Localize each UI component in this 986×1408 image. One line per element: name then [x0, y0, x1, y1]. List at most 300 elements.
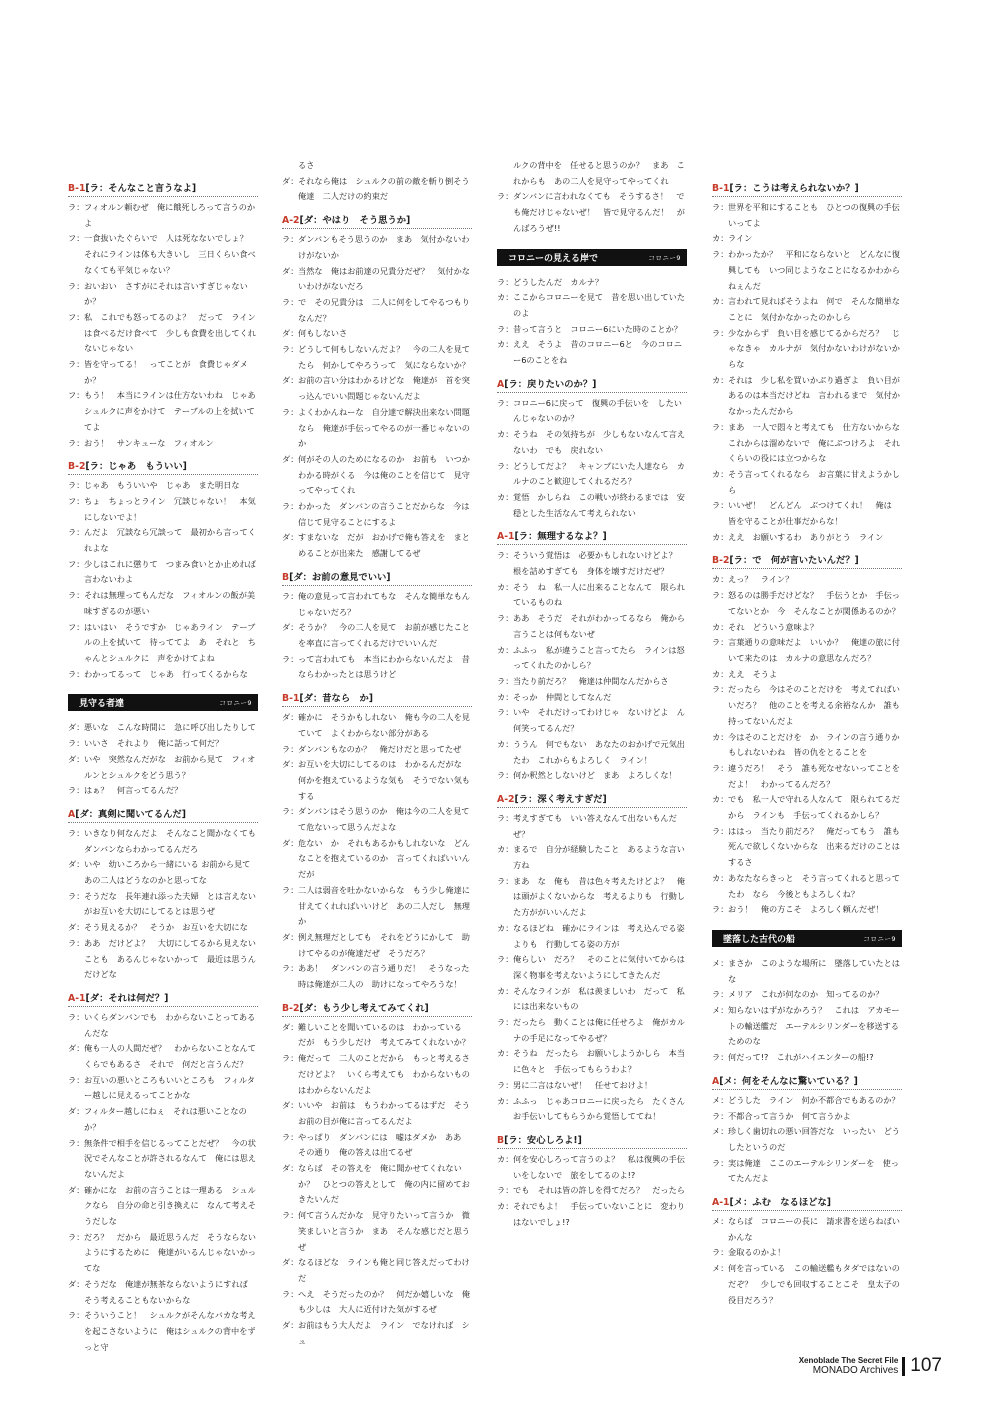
dialogue-line	[282, 1255, 472, 1286]
section-heading	[712, 180, 902, 197]
dialogue-line	[282, 264, 472, 295]
dialogue-text: ダンバンもなのか？ 俺だけだと思ってたぜ	[298, 743, 462, 754]
dialogue-line	[497, 842, 687, 873]
dialogue-text: わかった ダンバンの言うことだからな 今は信じて見守ることにするよ	[298, 501, 470, 527]
dialogue-line	[68, 436, 258, 452]
speaker-tag: メ：	[712, 1094, 729, 1105]
speaker-tag: ラ：	[282, 1131, 299, 1142]
speaker-tag: カ：	[497, 429, 514, 440]
scene-location: コロニー9	[219, 699, 252, 708]
dialogue-text: えっ？ ライン？	[728, 574, 794, 585]
dialogue-text: やっぱり ダンバンには 嘘はダメか ああ その通り 俺の答えは出てるぜ	[298, 1131, 470, 1158]
section-heading	[282, 1000, 472, 1017]
dialogue-text: じゃあ もういいや じゃあ また明日な	[84, 480, 240, 491]
dialogue-text: ははっ 当たり前だろ？ 俺だってもう 誰も死んで欲しくないからな 出来るだけのことはするさ	[728, 825, 900, 868]
dialogue-line	[497, 1152, 687, 1183]
dialogue-text: お前の言い分はわかるけどな 俺達が 首を突っ込んでいい問題じゃないんだよ	[298, 375, 470, 402]
dialogue-text: へえ そうだったのか？ 何だか嬉しいな 俺も少しは 大人に近付けた気がするぜ	[298, 1288, 470, 1315]
dialogue-line	[68, 783, 258, 799]
dialogue-line	[282, 1208, 472, 1255]
section-heading	[68, 806, 258, 823]
speaker-tag: ラ：	[68, 1310, 85, 1321]
speaker-tag: カ：	[712, 468, 729, 479]
dialogue-text: 一食抜いたぐらいで 人は死なないでしょ？ それにラインは体も大きいし 三日くらい食べなくても平気じゃない？	[84, 233, 256, 275]
speaker-tag: ラ：	[497, 770, 514, 781]
dialogue-text: って言われても 本当にわからないんだよ 昔ならわかったとは思うけど	[298, 653, 470, 680]
speaker-tag: ダ：	[68, 922, 85, 933]
speaker-tag: カ：	[712, 574, 729, 585]
dialogue-text: そう見えるか？ そうか お互いを大切にな	[84, 922, 248, 933]
section-heading	[68, 990, 258, 1007]
speaker-tag: メ：	[712, 1263, 729, 1274]
speaker-tag: ラ：	[68, 1074, 85, 1085]
dialogue-text: いいぜ！ どんどん ぶつけてくれ！ 俺は 皆を守ることが仕事だからな！	[728, 500, 900, 527]
section-code: B	[282, 571, 290, 583]
section-heading	[712, 1073, 902, 1090]
speaker-tag: ラ：	[282, 406, 299, 417]
dialogue-text: 少なからず 負い目を感じてるからだろ？ じゃなきゃ カルナが 気付かないわけがないからな	[728, 327, 900, 370]
speaker-tag: ラ：	[712, 1247, 729, 1258]
speaker-tag: ラ：	[282, 501, 299, 512]
dialogue-text: そう言ってくれるなら お言葉に甘えようかしら	[728, 468, 900, 495]
dialogue-text: お互いを大切にしてるのは わかるんだがな 何かを抱えているような気も そうでない気もする	[298, 759, 470, 801]
dialogue-text: まあ 一人で悶々と考えても 仕方ないからなこれからは溜めないで 俺にぶつけろよ それくらいの役には立つからな	[728, 421, 900, 464]
dialogue-line	[497, 1199, 687, 1230]
dialogue-text: お前はもう大人だよ ライン でなければ シュ	[298, 1320, 470, 1346]
dialogue-line	[497, 322, 687, 338]
dialogue-text: 確かに そうかもしれない 俺も今の二人を見ていて よくわからない部分がある	[298, 712, 470, 738]
speaker-tag: ラ：	[497, 613, 514, 624]
dialogue-line	[68, 1010, 258, 1041]
dialogue-text: 知らないはずがなかろう？ これは アカモートの輸送艦だ エーテルシリンダーを移送するためのな	[728, 1005, 900, 1047]
dialogue-line	[497, 921, 687, 952]
speaker-tag: ダ：	[68, 859, 85, 870]
section-code: A-1	[712, 1197, 730, 1209]
dialogue-line	[282, 620, 472, 651]
speaker-tag: ラ：	[282, 590, 299, 601]
section-heading	[497, 376, 687, 393]
speaker-tag: カ：	[712, 374, 729, 385]
dialogue-line	[712, 200, 902, 231]
scene-header	[712, 930, 902, 947]
speaker-tag: ラ：	[282, 296, 299, 307]
speaker-tag: ダ：	[282, 453, 299, 464]
dialogue-line	[497, 674, 687, 690]
section-choice: [ダ：もう少し考えてみてくれ]	[299, 1002, 429, 1014]
dialogue-line	[282, 1318, 472, 1349]
section-choice: [ラ：こうは考えられないか？]	[729, 183, 859, 194]
dialogue-line	[282, 1098, 472, 1129]
dialogue-text: 俺だって 二人のことだから もっと考えるさだけどよ？ いくら考えても わからないものはわからないんだよ	[298, 1053, 470, 1095]
speaker-tag: ラ：	[712, 762, 729, 773]
dialogue-line	[712, 326, 902, 373]
dialogue-line	[68, 478, 258, 494]
dialogue-line	[712, 588, 902, 619]
speaker-tag: ラ：	[68, 202, 85, 212]
dialogue-text: そうだな 長年連れ添った夫婦 とは言えないがお互いを大切にしてるとは思うぜ	[84, 890, 256, 917]
dialogue-line	[712, 620, 902, 636]
dialogue-line	[68, 200, 258, 231]
dialogue-line	[282, 652, 472, 683]
speaker-tag: ラ：	[68, 1011, 85, 1022]
dialogue-text: フィルター越しにねぇ それは悪いことなのか？	[84, 1106, 247, 1132]
dialogue-line	[282, 1161, 472, 1208]
speaker-tag: ラ：	[497, 812, 514, 823]
dialogue-line	[497, 690, 687, 706]
dialogue-text: 私 これでも怒ってるのよ？ だって ラインは食べるだけ食べて 少しも食費を出してくれないじゃない	[84, 311, 256, 354]
dialogue-text: まるで 自分が経験したこと あるような言い方ね	[513, 844, 685, 871]
speaker-tag: カ：	[712, 296, 729, 307]
dialogue-text: それは無理ってもんだな フィオルンの飯が美味すぎるのが悪い	[84, 590, 256, 616]
speaker-tag: カ：	[712, 621, 729, 632]
dialogue-text: ダンバンもそう思うのか まあ 気付かないわけがないか	[298, 234, 470, 260]
dialogue-line	[68, 231, 258, 278]
speaker-tag: ラ：	[68, 1231, 85, 1242]
dialogue-line	[497, 1094, 687, 1125]
speaker-tag: ラ：	[282, 344, 299, 355]
dialogue-text: それ どういう意味よ？	[728, 621, 819, 632]
speaker-tag: ラ：	[712, 637, 729, 648]
speaker-tag: ダ：	[282, 759, 299, 770]
column-1	[68, 173, 258, 1355]
dialogue-text: んだよ 冗談なら冗談って 最初から言ってくれよな	[84, 527, 256, 554]
speaker-tag: ラ：	[68, 785, 85, 796]
dialogue-line	[712, 1261, 902, 1308]
speaker-tag: ラ：	[282, 1210, 299, 1221]
speaker-tag: ラ：	[497, 707, 514, 718]
speaker-tag: ラ：	[712, 249, 729, 260]
dialogue-line	[68, 525, 258, 556]
section-choice: [ラ：深く考えすぎだ]	[514, 793, 607, 805]
dialogue-line	[68, 1183, 258, 1230]
speaker-tag: ラ：	[68, 359, 85, 370]
section-choice: [ダ：それは何だ？]	[85, 992, 169, 1004]
speaker-tag: カ：	[712, 731, 729, 742]
dialogue-line	[497, 580, 687, 611]
dialogue-text: はぁ？ 何言ってるんだ？	[84, 785, 183, 796]
dialogue-line	[497, 874, 687, 921]
section-code: A-2	[497, 793, 515, 805]
speaker-tag: ラ：	[497, 1185, 514, 1196]
section-code: A	[712, 1075, 720, 1087]
speaker-tag: ラ：	[68, 527, 85, 538]
dialogue-line	[282, 757, 472, 804]
dialogue-line	[712, 1050, 902, 1066]
dialogue-text: お互いの悪いところもいいところも フィルター越しに見えるってことかな	[84, 1074, 255, 1101]
dialogue-line	[712, 294, 902, 325]
speaker-tag: カ：	[497, 1201, 514, 1212]
dialogue-text: 悪いな こんな時間に 急に呼び出したりして	[84, 722, 256, 733]
speaker-tag: ラ：	[712, 1110, 729, 1121]
speaker-tag: ダ：	[282, 1257, 299, 1268]
dialogue-line	[712, 635, 902, 666]
dialogue-text: いや 突然なんだがな お前から見て フィオルンとシュルクをどう思う？	[84, 753, 256, 780]
section-heading	[712, 552, 902, 569]
dialogue-line	[712, 682, 902, 729]
dialogue-line	[68, 1308, 258, 1355]
speaker-tag: カ：	[497, 922, 514, 933]
speaker-tag: ラ：	[282, 234, 299, 245]
dialogue-line	[68, 1136, 258, 1183]
dialogue-text: だったら 今はそのことだけを 考えてればいいだろ？ 他のことを考える余裕なんか 誰も持ってないんだよ	[728, 684, 900, 726]
dialogue-line	[282, 405, 472, 452]
dialogue-line	[712, 420, 902, 467]
dialogue-text: でも 私一人で守れる人なんて 限られてるだから ラインも 手伝ってくれるかしら？	[728, 794, 900, 821]
speaker-tag: ダ：	[68, 722, 85, 733]
dialogue-line	[68, 588, 258, 619]
dialogue-line	[68, 736, 258, 752]
speaker-tag: ダ：	[282, 328, 299, 339]
speaker-tag: ラ：	[282, 1053, 299, 1064]
speaker-tag: ラ：	[68, 1137, 85, 1148]
speaker-tag: カ：	[497, 738, 514, 749]
dialogue-continuation: ルクの背中を 任せると思うのか？ まあ これからも あの二人を見守ってやってくれ	[513, 160, 685, 186]
speaker-tag: ラ：	[497, 191, 514, 202]
dialogue-text: ふふっ 私が違うこと言ってたら ラインは怒ってくれたのかしら？	[513, 644, 685, 671]
dialogue-line	[282, 1051, 472, 1098]
dialogue-line	[68, 620, 258, 667]
speaker-tag: ラ：	[68, 590, 85, 601]
speaker-tag: ラ：	[712, 500, 729, 511]
dialogue-text: ああ だけどよ？ 大切にしてるから見えないことも あるんじゃないかって 最近は思うんだけどな	[84, 937, 256, 980]
dialogue-line	[497, 427, 687, 458]
dialogue-text: そっか 仲間としてなんだ	[513, 691, 612, 702]
dialogue-text: で その兄貴分は 二人に何をしてやるつもりなんだ？	[298, 296, 470, 323]
dialogue-text: そういう覚悟は 必要かもしれないけどよ？ 根を詰めすぎても 身体を壊すだけだぜ？	[513, 550, 685, 577]
dialogue-line	[282, 742, 472, 758]
speaker-tag: ラ：	[282, 743, 299, 754]
section-code: B-1	[712, 183, 730, 194]
speaker-tag: ラ：	[712, 1052, 729, 1063]
speaker-tag: ラ：	[497, 1017, 514, 1028]
dialogue-text: だったら 動くことは俺に任せろよ 俺がカルナの手足になってやるぜ？	[513, 1017, 685, 1043]
dialogue-text: ここからコロニーを見て 昔を思い出していたのよ	[513, 292, 685, 318]
dialogue-line	[712, 871, 902, 902]
dialogue-line	[497, 337, 687, 368]
page-footer	[799, 1355, 942, 1377]
speaker-tag: メ：	[712, 1126, 729, 1137]
dialogue-text: 確かにな お前の言うことは一理ある シュルクなら 自分の命と引き換えに なんて考えそうだしな	[84, 1184, 256, 1227]
dialogue-text: はいはい そうですか じゃあライン テーブルの上を拭いて 待っててよ あ それと ちゃんとシュルクに 声をかけてよね	[84, 621, 256, 663]
dialogue-line	[712, 1109, 902, 1125]
section-choice: [ダ：やはり そう思うか]	[299, 215, 411, 227]
dialogue-line	[282, 930, 472, 961]
dialogue-line	[68, 826, 258, 857]
section-choice: [メ：何をそんなに驚いている？]	[719, 1075, 858, 1087]
dialogue-text: いきなり何なんだよ そんなこと聞かなくてもダンバンならわかってるんだろ	[84, 827, 256, 854]
dialogue-text: 何を言っている この輸送艦もタダではないのだぞ？ 少しでも回収することこそ 皇太子の役目だろう？	[728, 1263, 900, 1305]
speaker-tag: ダ：	[282, 1100, 299, 1111]
dialogue-line	[68, 1104, 258, 1135]
dialogue-line	[68, 667, 258, 683]
speaker-tag: ラ：	[68, 890, 85, 901]
dialogue-line	[282, 883, 472, 930]
book-subtitle: MONADO Archives	[812, 1365, 899, 1376]
section-code: B	[497, 1134, 505, 1146]
dialogue-text: フィオルン頼むぜ 俺に餓死しろって言うのかよ	[84, 202, 256, 228]
dialogue-line	[282, 295, 472, 326]
section-heading	[282, 212, 472, 229]
dialogue-line	[282, 1287, 472, 1318]
dialogue-text: 金取るのかよ！	[728, 1247, 786, 1258]
speaker-tag: メ：	[712, 1005, 729, 1016]
speaker-tag: ラ：	[497, 675, 514, 686]
dialogue-line	[68, 279, 258, 310]
dialogue-line	[712, 572, 902, 588]
dialogue-line	[282, 326, 472, 342]
dialogue-line	[712, 247, 902, 294]
dialogue-line	[282, 589, 472, 620]
speaker-tag: カ：	[712, 233, 729, 244]
section-choice: [ラ：じゃあ もういい]	[85, 461, 187, 473]
scene-title: 墜落した古代の船	[723, 934, 796, 945]
dialogue-text: わかってるって じゃあ 行ってくるからな	[84, 668, 248, 679]
dialogue-text: 世界を平和にすることも ひとつの復興の手伝いってよ	[728, 202, 900, 228]
speaker-tag: フ：	[68, 311, 85, 322]
speaker-tag: ラ：	[282, 884, 299, 895]
dialogue-text: ちょ ちょっとライン 冗談じゃない！ 本気にしないでよ！	[84, 495, 256, 522]
speaker-tag: ダ：	[282, 1163, 299, 1174]
dialogue-line	[282, 499, 472, 530]
dialogue-text: コロニー6に戻って 復興の手伝いを したいんじゃないのか？	[513, 397, 682, 424]
dialogue-text: 当たり前だろ？ 俺達は仲間なんだからさ	[513, 675, 669, 686]
speaker-tag: ラ：	[712, 590, 729, 601]
dialogue-text: 何か釈然としないけど まあ よろしくな！	[513, 770, 677, 781]
speaker-tag: ラ：	[68, 937, 85, 948]
dialogue-text: 昔って言うと コロニー6にいた時のことか？	[513, 323, 682, 334]
dialogue-line	[712, 902, 902, 918]
speaker-tag: カ：	[497, 1153, 514, 1164]
dialogue-line	[712, 1156, 902, 1187]
dialogue-line	[497, 1078, 687, 1094]
dialogue-line	[497, 705, 694, 736]
speaker-tag: ラ：	[497, 397, 514, 408]
dialogue-line	[712, 1093, 902, 1109]
section-code: A	[497, 378, 505, 390]
dialogue-text: 何だって!? これがハイエンターの船!?	[728, 1052, 874, 1063]
dialogue-text: よくわかんねーな 自分達で解決出来ない問題なら 俺達が手伝ってやるのが一番じゃないのか	[298, 406, 470, 449]
dialogue-text: ああ！ ダンバンの言う通りだ！ そうなった時は俺達が二人の 助けになってやろうな！	[298, 963, 470, 990]
speaker-tag: ラ：	[68, 280, 85, 291]
dialogue-text: 言葉通りの意味だよ いいか？ 俺達の旅に付いて来たのは カルナの意思なんだろ？	[728, 637, 900, 663]
column-4	[712, 173, 902, 1308]
scene-title: コロニーの見える岸で	[508, 253, 599, 264]
section-choice: [ダ：昔なら か]	[299, 693, 373, 705]
speaker-tag: ラ：	[282, 653, 299, 664]
dialogue-line	[497, 611, 687, 642]
dialogue-line	[497, 275, 687, 291]
dialogue-text: いいさ それより 俺に話って何だ？	[84, 738, 224, 749]
dialogue-line	[497, 1183, 687, 1199]
dialogue-line	[712, 231, 902, 247]
dialogue-text: でも それは皆の許しを得てだろ？ だったら	[513, 1185, 685, 1196]
dialogue-line	[712, 467, 902, 498]
dialogue-text: ふふっ じゃあコロニーに戻ったら たくさんお手伝いしてもらうから覚悟しててね！	[513, 1095, 685, 1122]
dialogue-text: 皆を守ってる！ ってことが 食費じゃダメか？	[84, 359, 248, 385]
speaker-tag: ダ：	[282, 175, 299, 186]
speaker-tag: カ：	[497, 339, 514, 350]
speaker-tag: フ：	[68, 495, 85, 506]
section-choice: [ラ：そんなこと言うなよ]	[85, 183, 197, 194]
dialogue-line	[712, 730, 902, 761]
dialogue-text: どうして何もしないんだよ？ 今の二人を見てたら 何かしてやろうって 気にならないか？	[298, 344, 470, 370]
speaker-tag: ラ：	[712, 825, 729, 836]
dialogue-line	[712, 956, 902, 987]
dialogue-text: 覚悟 かしらね この戦いが終わるまでは 安穏とした生活なんて考えられない	[513, 491, 685, 518]
dialogue-text: ええ お願いするわ ありがとう ライン	[728, 531, 884, 542]
speaker-tag: カ：	[497, 844, 514, 855]
dialogue-line	[68, 388, 258, 435]
dialogue-line	[712, 761, 902, 792]
dialogue-line	[282, 961, 472, 992]
dialogue-text: おう！ 俺の方こそ よろしく頼んだぜ！	[728, 904, 884, 915]
dialogue-line	[68, 936, 258, 983]
section-heading	[68, 458, 258, 475]
dialogue-text: 言われて見ればそうよね 何で そんな簡単なことに 気付かなかったのかしら	[728, 296, 900, 322]
dialogue-line	[68, 720, 258, 736]
speaker-tag: メ：	[712, 957, 729, 968]
dialogue-line	[68, 1230, 258, 1277]
speaker-tag: ラ：	[712, 684, 729, 695]
section-choice: [ラ：無理するなよ？]	[514, 531, 607, 543]
dialogue-line	[497, 643, 687, 674]
speaker-tag: カ：	[712, 531, 729, 542]
dialogue-line	[282, 1130, 472, 1161]
dialogue-text: 少しはこれに懲りて つまみ食いとか止めれば言わないわよ	[84, 558, 256, 585]
dialogue-text: それでもよ！ 手伝っていないことに 変わりはないでしょ!?	[513, 1201, 685, 1227]
section-heading	[712, 1194, 902, 1211]
dialogue-text: 何を安心しろって言うのよ？ 私は復興の手伝いをしないで 旅をしてるのよ!?	[513, 1153, 685, 1180]
dialogue-text: 何もしないさ	[298, 328, 348, 339]
speaker-tag: ダ：	[282, 1021, 299, 1032]
dialogue-line	[712, 667, 902, 683]
speaker-tag: ダ：	[282, 532, 299, 543]
section-code: B-2	[68, 461, 86, 473]
speaker-tag: ラ：	[712, 1157, 729, 1168]
speaker-tag: ラ：	[68, 827, 85, 838]
speaker-tag: ラ：	[282, 1288, 299, 1299]
dialogue-line	[497, 396, 687, 427]
dialogue-line	[497, 490, 687, 521]
dialogue-text: いいや お前は もうわかってるはずだ そうお前の目が俺に言ってるんだよ	[298, 1100, 470, 1126]
book-label	[799, 1356, 899, 1376]
speaker-tag: カ：	[497, 985, 514, 996]
dialogue-text: おう！ サンキューな フィオルン	[84, 437, 214, 448]
speaker-tag: ラ：	[497, 550, 514, 561]
section-heading	[282, 569, 472, 586]
dialogue-text: おいおい さすがにそれは言いすぎじゃないか？	[84, 280, 248, 307]
speaker-tag: ダ：	[68, 1278, 85, 1289]
speaker-tag: ダ：	[282, 1320, 299, 1331]
speaker-tag: ラ：	[712, 327, 729, 338]
dialogue-text: ええ そうよ 昔のコロニー6と 今のコロニー6のことをね	[513, 339, 682, 366]
dialogue-line	[68, 752, 258, 783]
dialogue-text: あなたならきっと そう言ってくれると思ってたわ なら 今後ともよろしくね？	[728, 872, 900, 899]
dialogue-line	[68, 1277, 258, 1308]
dialogue-text: 当然な 俺はお前達の兄貴分だぜ？ 気付かないわけがないだろ	[298, 265, 470, 292]
scene-location: コロニー9	[863, 934, 896, 943]
dialogue-line	[282, 804, 472, 835]
dialogue-line	[282, 174, 478, 205]
dialogue-text: いくらダンバンでも わからないことってあるんだな	[84, 1011, 256, 1038]
speaker-tag: カ：	[497, 1048, 514, 1059]
dialogue-text: ダンバンに言われなくても そうするさ！ でも俺だけじゃないぜ！ 皆で見守るんだ！ がんばろうぜ!!	[513, 191, 685, 233]
dialogue-line	[282, 452, 472, 499]
speaker-tag: フ：	[68, 621, 85, 632]
dialogue-text: ダンバンはそう思うのか 俺は今の二人を見てて危ないって思うんだよな	[298, 806, 470, 833]
dialogue-text: それなら俺は シュルクの前の敵を斬り倒そう 俺達 二人だけの約束だ	[298, 175, 478, 202]
dialogue-line	[282, 710, 472, 741]
